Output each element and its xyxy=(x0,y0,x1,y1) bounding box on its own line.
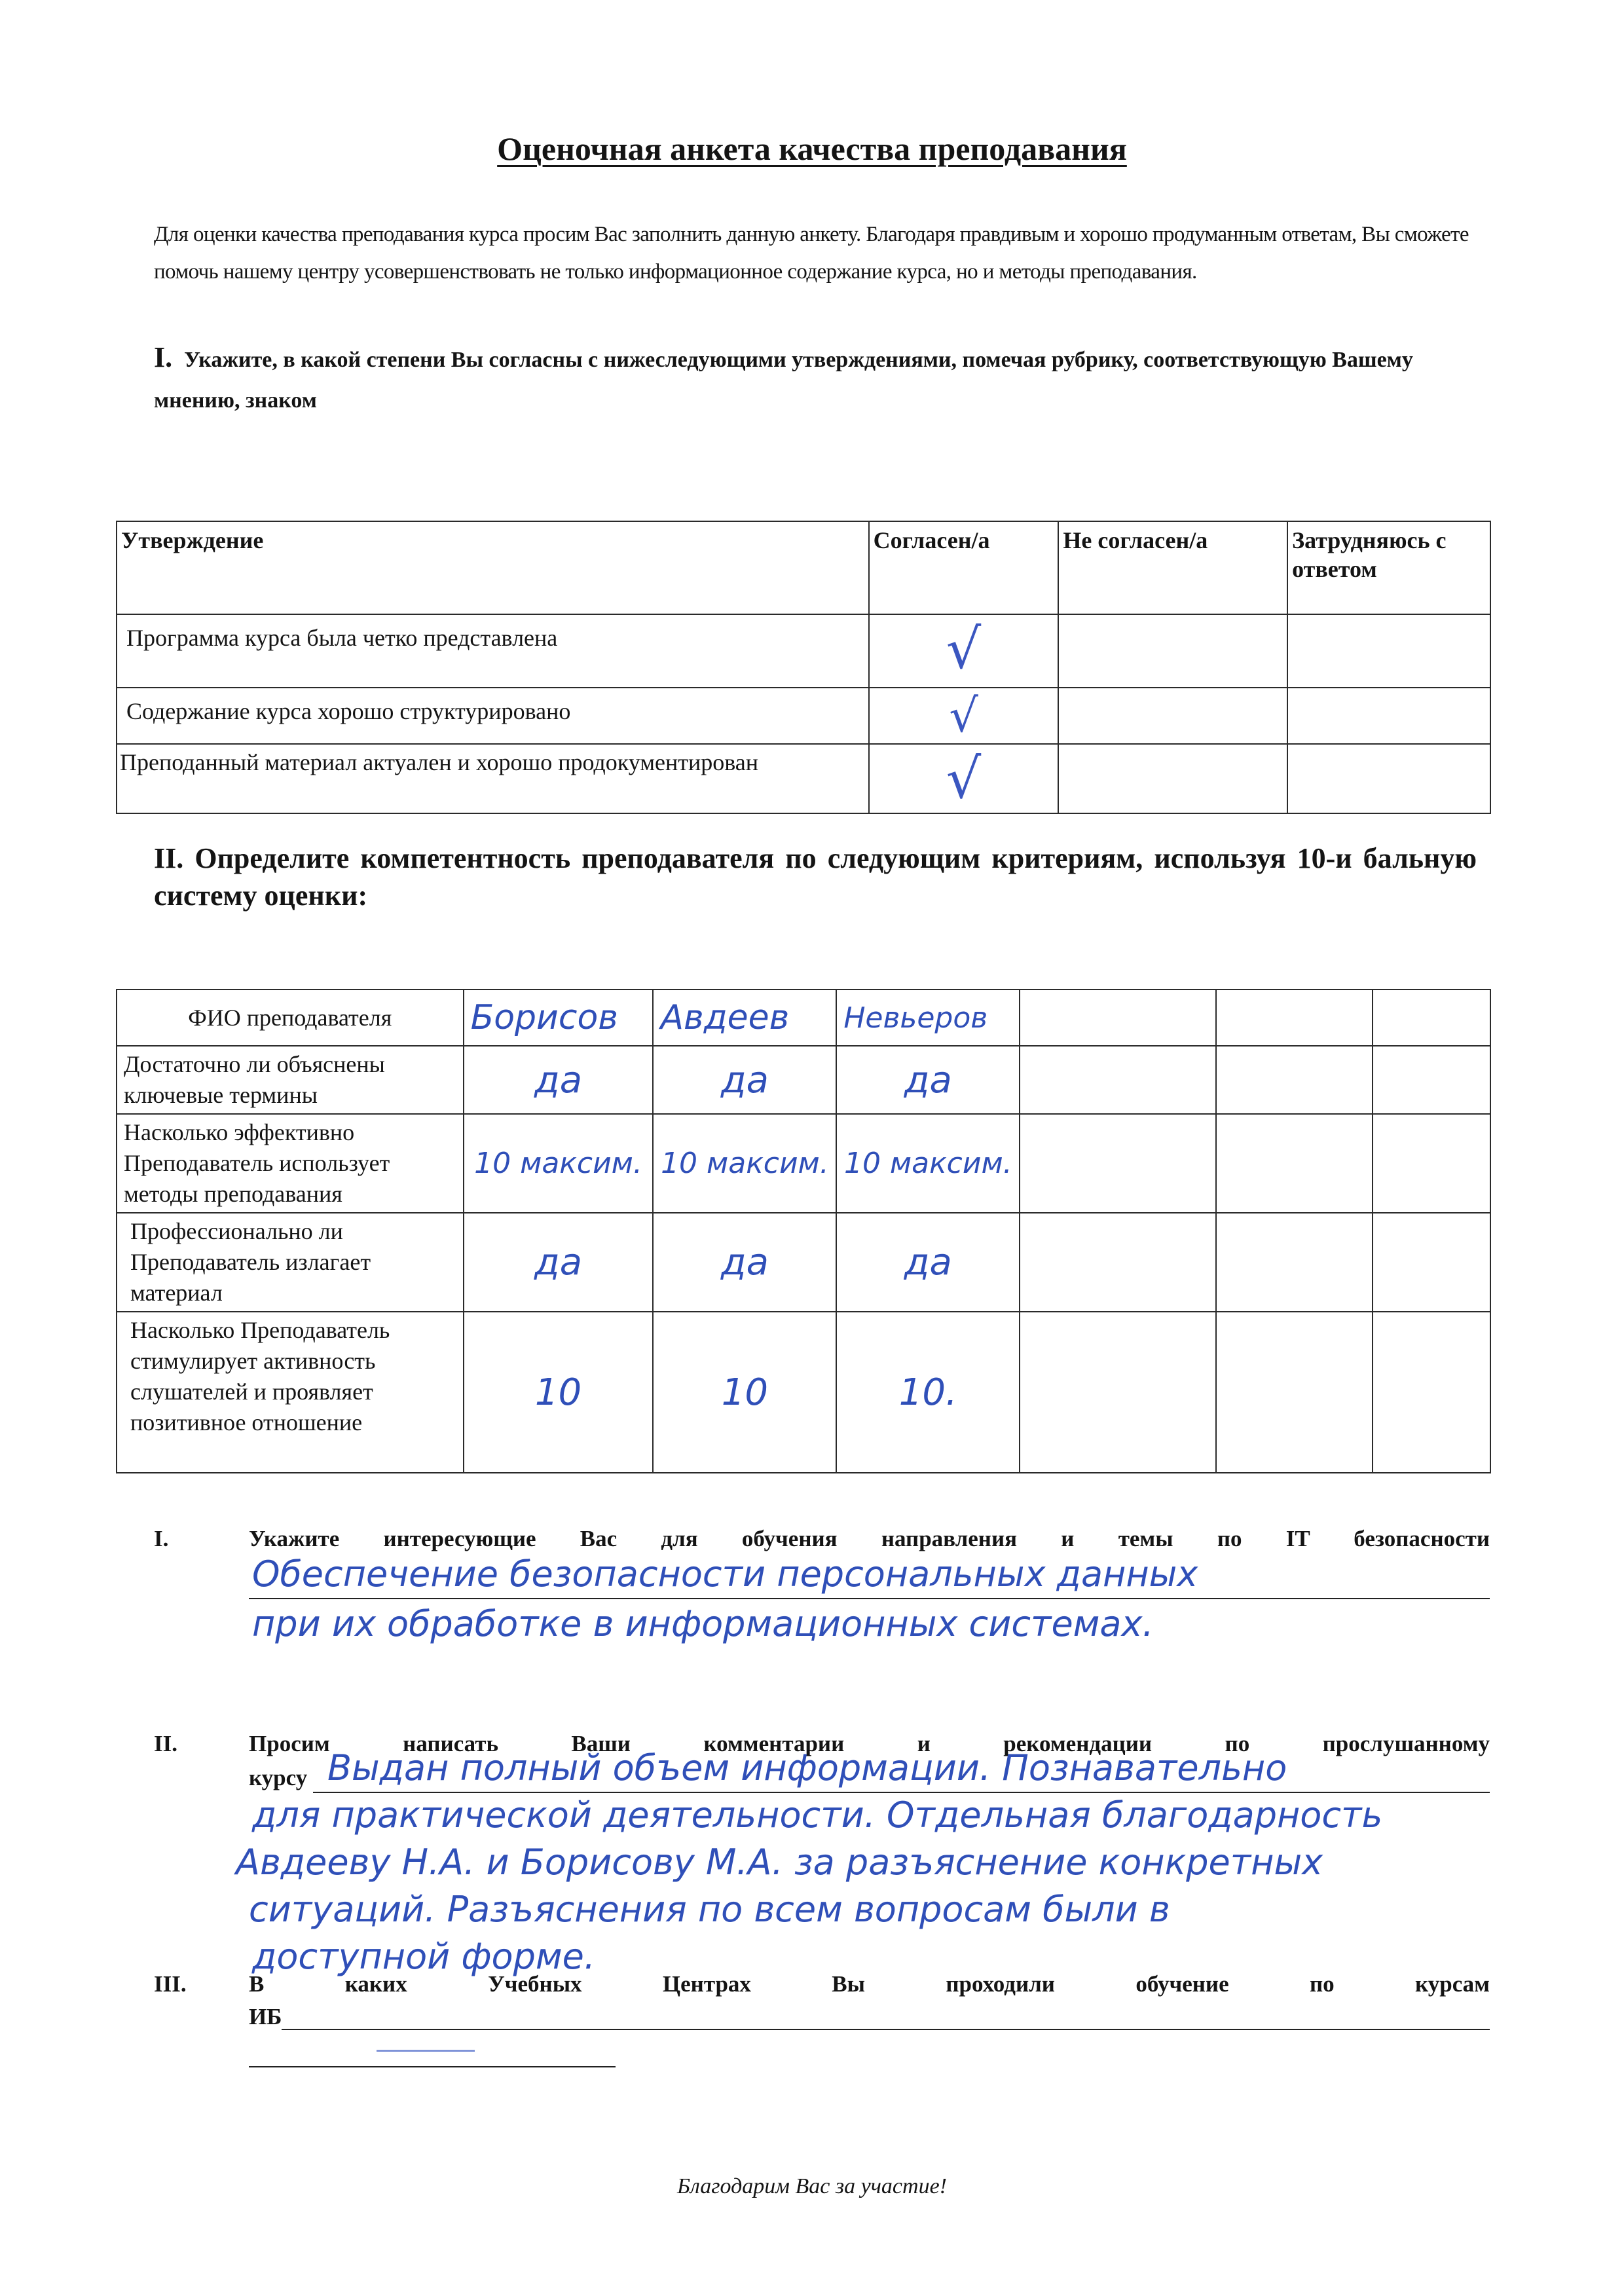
check-mark-icon: √ xyxy=(946,747,982,811)
answer-text[interactable]: ситуаций. Разъяснения по всем вопросам были в xyxy=(249,1889,1170,1930)
criterion-label: Насколько эффективно Преподаватель использует методы преподавания xyxy=(117,1114,464,1213)
teacher-name-cell[interactable]: Борисов xyxy=(464,990,654,1046)
unsure-cell[interactable] xyxy=(1287,744,1490,813)
empty-cell[interactable] xyxy=(1373,1312,1490,1473)
check-mark-icon: √ xyxy=(949,689,978,743)
answer-cell[interactable]: да xyxy=(464,1213,654,1312)
criterion-label: Насколько Преподаватель стимулирует активность слушателей и проявляет позитивное отношение xyxy=(117,1312,464,1473)
table-row xyxy=(117,1213,1490,1312)
answer-cell[interactable]: 10 максим. xyxy=(464,1114,654,1213)
criterion-label: Профессионально ли Преподаватель излагает материал xyxy=(117,1213,464,1312)
criterion-label: Достаточно ли объяснены ключевые термины xyxy=(117,1046,464,1114)
header-unsure: Затрудняюсь с ответом xyxy=(1287,521,1490,614)
header-disagree: Не согласен/а xyxy=(1058,521,1287,614)
pen-stroke xyxy=(377,2050,475,2052)
table-row xyxy=(117,1046,1490,1114)
answer-cell[interactable]: да xyxy=(653,1213,836,1312)
question-3-number: III. xyxy=(154,1971,187,1997)
table-row xyxy=(117,1114,1490,1213)
answer-text[interactable]: Авдееву Н.А. и Борисову М.А. за разъяснение конкретных xyxy=(236,1842,1323,1883)
question-3-text: В каких Учебных Центрах Вы проходили обучение по курсам xyxy=(249,1971,1490,1997)
answer-cell[interactable]: да xyxy=(836,1046,1020,1114)
section-2-heading: II. Определите компетентность преподавателя по следующим критериям, используя 10-и бальную систему оценки: xyxy=(154,842,1477,912)
question-2-number: II. xyxy=(154,1731,177,1756)
answer-cell[interactable]: да xyxy=(836,1213,1020,1312)
empty-cell[interactable] xyxy=(1373,1046,1490,1114)
empty-cell[interactable] xyxy=(1373,1114,1490,1213)
unsure-cell[interactable] xyxy=(1287,614,1490,688)
disagree-cell[interactable] xyxy=(1058,688,1287,744)
empty-cell[interactable] xyxy=(1020,1213,1215,1312)
empty-cell[interactable] xyxy=(1216,1312,1373,1473)
question-3-text-cont: ИБ xyxy=(249,2004,282,2029)
answer-cell[interactable]: 10. xyxy=(836,1312,1020,1473)
table-row xyxy=(117,990,1490,1046)
page-title: Оценочная анкета качества преподавания xyxy=(497,130,1127,167)
table-row xyxy=(117,614,1490,688)
empty-cell[interactable] xyxy=(1373,1213,1490,1312)
answer-text[interactable]: для практической деятельности. Отдельная благодарность xyxy=(252,1794,1383,1836)
section-1-number: I. xyxy=(154,341,173,373)
table-row xyxy=(117,1312,1490,1473)
unsure-cell[interactable] xyxy=(1287,688,1490,744)
empty-cell[interactable] xyxy=(1216,1213,1373,1312)
answer-text[interactable]: доступной форме. xyxy=(252,1936,595,1977)
answer-line[interactable] xyxy=(249,2066,616,2067)
answer-cell[interactable]: 10 xyxy=(653,1312,836,1473)
empty-cell[interactable] xyxy=(1020,1312,1215,1473)
statement-cell: Преподанный материал актуален и хорошо продокументирован xyxy=(117,744,869,813)
answer-line xyxy=(249,1598,1490,1599)
answer-cell[interactable]: 10 максим. xyxy=(836,1114,1020,1213)
header-statement: Утверждение xyxy=(117,521,869,614)
agreement-table-header xyxy=(117,521,1490,614)
question-2-text: Просим написать Ваши комментарии и рекомендации по прослушанному xyxy=(249,1731,1490,1756)
teacher-rating-table xyxy=(116,989,1491,1473)
answer-line[interactable] xyxy=(282,2029,1490,2030)
statement-cell: Содержание курса хорошо структурировано xyxy=(117,688,869,744)
footer-thanks: Благодарим Вас за участие! xyxy=(676,2174,947,2198)
disagree-cell[interactable] xyxy=(1058,614,1287,688)
teacher-name-cell[interactable]: Невьеров xyxy=(836,990,1020,1046)
disagree-cell[interactable] xyxy=(1058,744,1287,813)
answer-line xyxy=(313,1792,1490,1793)
answer-cell[interactable]: 10 xyxy=(464,1312,654,1473)
empty-cell[interactable] xyxy=(1020,1046,1215,1114)
agree-cell[interactable] xyxy=(869,744,1059,813)
agree-cell[interactable] xyxy=(869,614,1059,688)
agreement-table xyxy=(116,521,1491,814)
statement-cell: Программа курса была четко представлена xyxy=(117,614,869,688)
question-1-number: I. xyxy=(154,1526,169,1551)
intro-paragraph: Для оценки качества преподавания курса просим Вас заполнить данную анкету. Благодаря правдивым и хорошо продуманным ответам, Вы сможете помочь нашему центру усовершенствовать не только информационное содержание курса, но и методы преподавания. xyxy=(154,223,1469,284)
teacher-name-cell[interactable]: Авдеев xyxy=(653,990,836,1046)
answer-cell[interactable]: да xyxy=(653,1046,836,1114)
empty-cell[interactable] xyxy=(1373,990,1490,1046)
section-1-text: Укажите, в какой степени Вы согласны с нижеследующими утверждениями, помечая рубрику, соответствующую Вашему мнению, знаком xyxy=(154,348,1413,413)
teacher-name-label: ФИО преподавателя xyxy=(117,990,464,1046)
answer-text[interactable]: Выдан полный объем информации. Познавательно xyxy=(327,1747,1287,1788)
agree-cell[interactable] xyxy=(869,688,1059,744)
check-mark-icon: √ xyxy=(946,617,982,681)
empty-cell[interactable] xyxy=(1216,990,1373,1046)
header-agree: Согласен/а xyxy=(869,521,1059,614)
empty-cell[interactable] xyxy=(1216,1046,1373,1114)
answer-text[interactable]: при их обработке в информационных системах. xyxy=(252,1603,1154,1644)
question-1-text: Укажите интересующие Вас для обучения направления и темы по IT безопасности xyxy=(249,1526,1490,1551)
answer-cell[interactable]: 10 максим. xyxy=(653,1114,836,1213)
answer-cell[interactable]: да xyxy=(464,1046,654,1114)
empty-cell[interactable] xyxy=(1020,990,1215,1046)
empty-cell[interactable] xyxy=(1216,1114,1373,1213)
question-3 xyxy=(154,1971,1490,2037)
table-row xyxy=(117,744,1490,813)
empty-cell[interactable] xyxy=(1020,1114,1215,1213)
section-1-heading xyxy=(154,337,1490,421)
table-row xyxy=(117,688,1490,744)
question-2-text-cont: курсу xyxy=(249,1765,308,1790)
answer-text[interactable]: Обеспечение безопасности персональных данных xyxy=(252,1553,1198,1595)
